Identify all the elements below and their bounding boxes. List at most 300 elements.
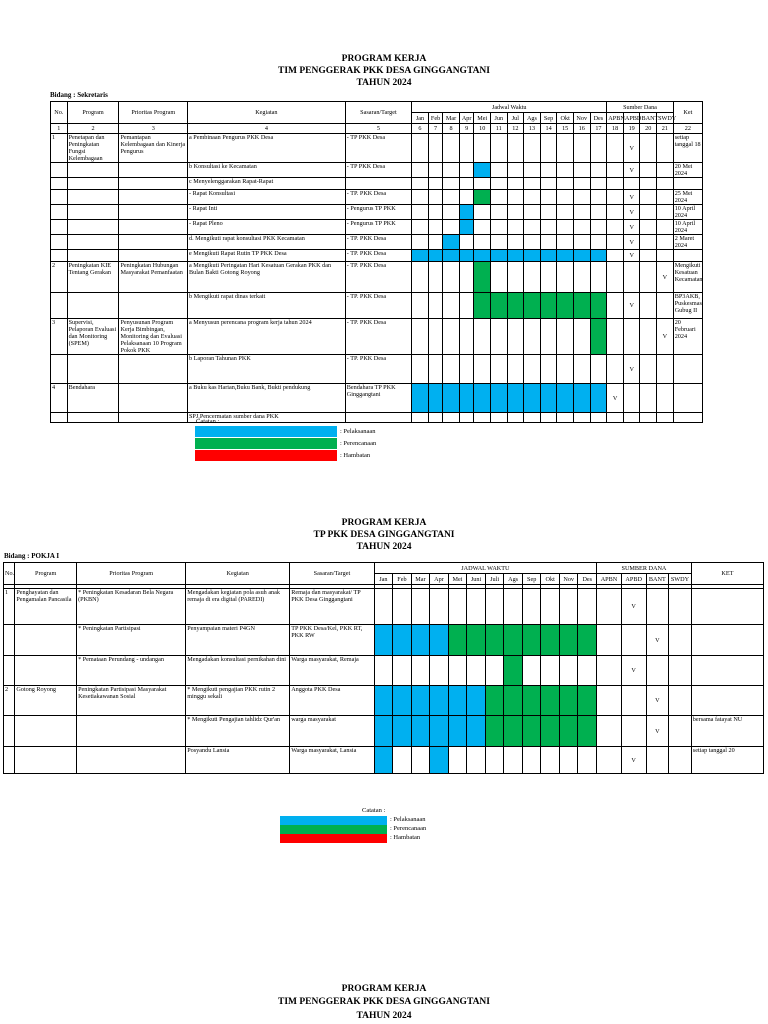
table-row — [51, 293, 703, 319]
schedule-cell — [557, 163, 574, 178]
fund-cell: V — [607, 384, 624, 413]
schedule-cell — [411, 589, 430, 625]
schedule-cell — [412, 262, 429, 293]
table-row — [4, 656, 764, 686]
schedule-cell — [459, 319, 474, 355]
row-program — [67, 205, 119, 220]
schedule-cell — [522, 656, 541, 686]
fund-cell — [657, 163, 674, 178]
fund-cell — [640, 319, 657, 355]
table-row — [4, 716, 764, 747]
schedule-cell — [590, 413, 607, 423]
fund-cell: V — [623, 190, 640, 205]
row-ket — [673, 384, 702, 413]
header-program: Program — [15, 563, 77, 585]
row-no: 1 — [4, 589, 15, 625]
fund-cell — [669, 625, 692, 656]
doc1-bidang: Bidang : Sekretaris — [50, 91, 108, 99]
schedule-cell-perencanaan — [522, 716, 541, 747]
schedule-cell-pelaksanaan — [411, 686, 430, 716]
schedule-cell — [443, 163, 460, 178]
table-row — [51, 250, 703, 262]
row-no — [4, 716, 15, 747]
schedule-cell — [411, 747, 430, 774]
row-sasaran: - TP. PKK Desa — [345, 355, 411, 384]
row-ket: 10 April 2024 — [673, 205, 702, 220]
schedule-cell — [557, 220, 574, 235]
schedule-cell — [411, 656, 430, 686]
fund-cell — [607, 293, 624, 319]
schedule-cell-pelaksanaan — [411, 716, 430, 747]
fund-cell — [657, 134, 674, 163]
header-month: Jul — [507, 113, 524, 124]
schedule-cell-pelaksanaan — [443, 250, 460, 262]
schedule-cell-perencanaan — [522, 686, 541, 716]
header-fund: APBN — [597, 574, 622, 585]
row-prioritas — [119, 178, 188, 190]
schedule-cell-perencanaan — [524, 293, 541, 319]
schedule-cell-pelaksanaan — [374, 747, 393, 774]
schedule-cell — [522, 589, 541, 625]
schedule-cell — [540, 220, 557, 235]
fund-cell: V — [646, 625, 669, 656]
schedule-cell — [557, 413, 574, 423]
row-sasaran: - Pengurus TP PKK — [345, 220, 411, 235]
row-no — [51, 220, 68, 235]
schedule-cell — [507, 178, 524, 190]
header-ket: Ket — [673, 102, 702, 124]
schedule-cell — [507, 355, 524, 384]
schedule-cell — [540, 190, 557, 205]
schedule-cell — [507, 319, 524, 355]
row-no — [51, 355, 68, 384]
row-ket — [673, 355, 702, 384]
schedule-cell-pelaksanaan — [448, 716, 467, 747]
header-sasaran: Sasaran/Target — [290, 563, 374, 585]
schedule-cell — [443, 190, 460, 205]
row-prioritas: * Peningkatan Partisipasi — [77, 625, 186, 656]
row-prioritas — [119, 220, 188, 235]
row-sasaran: - Pengurus TP PKK — [345, 205, 411, 220]
legend-hambatan-swatch — [195, 450, 337, 461]
schedule-cell — [490, 319, 507, 355]
schedule-cell-pelaksanaan — [474, 163, 491, 178]
row-no — [51, 293, 68, 319]
schedule-cell — [541, 747, 560, 774]
row-no — [51, 250, 68, 262]
schedule-cell — [540, 205, 557, 220]
doc1-table — [50, 101, 703, 423]
schedule-cell — [590, 190, 607, 205]
schedule-cell-pelaksanaan — [459, 384, 474, 413]
fund-cell — [640, 190, 657, 205]
schedule-cell — [443, 262, 460, 293]
schedule-cell-pelaksanaan — [443, 235, 460, 250]
schedule-cell — [524, 413, 541, 423]
fund-cell — [623, 384, 640, 413]
schedule-cell-pelaksanaan — [590, 250, 607, 262]
schedule-cell — [393, 589, 412, 625]
row-program: Penetapan dan Peningkatan Fungsi Kelembagaan — [67, 134, 119, 163]
fund-cell: V — [623, 250, 640, 262]
row-kegiatan: * Mengikuti pengajian PKK rutin 2 minggu sekali — [186, 686, 290, 716]
schedule-cell-pelaksanaan — [411, 625, 430, 656]
schedule-cell — [573, 413, 590, 423]
fund-cell — [646, 656, 669, 686]
column-number: 17 — [590, 124, 607, 134]
schedule-cell — [443, 293, 460, 319]
schedule-cell — [448, 747, 467, 774]
schedule-cell — [557, 262, 574, 293]
fund-cell — [657, 205, 674, 220]
header-month: Okt — [557, 113, 574, 124]
fund-cell — [657, 235, 674, 250]
row-program — [67, 235, 119, 250]
schedule-cell — [443, 220, 460, 235]
schedule-cell-pelaksanaan — [557, 384, 574, 413]
row-prioritas — [119, 205, 188, 220]
header-month: Sep — [522, 574, 541, 585]
schedule-cell — [428, 413, 443, 423]
schedule-cell-pelaksanaan — [467, 686, 486, 716]
schedule-cell-pelaksanaan — [459, 205, 474, 220]
schedule-cell — [573, 355, 590, 384]
header-month: Sep — [540, 113, 557, 124]
schedule-cell-pelaksanaan — [490, 384, 507, 413]
schedule-cell-pelaksanaan — [374, 686, 393, 716]
row-kegiatan: Posyandu Lansia — [186, 747, 290, 774]
row-prioritas — [77, 716, 186, 747]
schedule-cell-pelaksanaan — [430, 747, 449, 774]
schedule-cell — [590, 205, 607, 220]
schedule-cell-pelaksanaan — [540, 250, 557, 262]
header-month: Jan — [374, 574, 393, 585]
fund-cell — [597, 686, 622, 716]
schedule-cell — [490, 163, 507, 178]
row-sasaran: - TP PKK Desa — [345, 163, 411, 178]
schedule-cell — [459, 178, 474, 190]
fund-cell — [657, 355, 674, 384]
row-program: Bendahara — [67, 384, 119, 413]
fund-cell — [640, 384, 657, 413]
schedule-cell — [490, 235, 507, 250]
row-program — [67, 220, 119, 235]
header-no: No. — [4, 563, 15, 585]
schedule-cell-perencanaan — [540, 293, 557, 319]
schedule-cell — [459, 355, 474, 384]
schedule-cell — [540, 178, 557, 190]
schedule-cell — [467, 589, 486, 625]
fund-cell: V — [623, 220, 640, 235]
fund-cell — [623, 319, 640, 355]
schedule-cell — [459, 293, 474, 319]
row-kegiatan: b Konsultasi ke Kecamatan — [187, 163, 345, 178]
schedule-cell — [474, 319, 491, 355]
column-number: 21 — [657, 124, 674, 134]
row-program — [67, 355, 119, 384]
row-ket — [691, 686, 763, 716]
row-ket: 20 Februari 2024 — [673, 319, 702, 355]
schedule-cell-pelaksanaan — [573, 250, 590, 262]
schedule-cell — [590, 355, 607, 384]
schedule-cell — [467, 656, 486, 686]
row-no — [51, 205, 68, 220]
fund-cell — [640, 163, 657, 178]
schedule-cell-pelaksanaan — [448, 686, 467, 716]
column-number: 10 — [474, 124, 491, 134]
row-sasaran: Anggota PKK Desa — [290, 686, 374, 716]
schedule-cell — [578, 747, 597, 774]
header-fund: SWDY — [669, 574, 692, 585]
schedule-cell — [507, 413, 524, 423]
schedule-cell — [485, 747, 504, 774]
schedule-cell-pelaksanaan — [474, 250, 491, 262]
schedule-cell-perencanaan — [448, 625, 467, 656]
schedule-cell — [590, 134, 607, 163]
schedule-cell — [524, 178, 541, 190]
row-ket — [691, 589, 763, 625]
schedule-cell — [459, 262, 474, 293]
header-fund: APBN — [608, 114, 625, 122]
schedule-cell — [559, 656, 578, 686]
header-month: Jan — [412, 113, 429, 124]
fund-cell — [657, 250, 674, 262]
header-fund: BANT — [641, 114, 659, 122]
schedule-cell-pelaksanaan — [428, 384, 443, 413]
row-no — [51, 178, 68, 190]
row-kegiatan: a Menyusun perencana program kerja tahun 2024 — [187, 319, 345, 355]
schedule-cell-pelaksanaan — [557, 250, 574, 262]
schedule-cell-perencanaan — [559, 686, 578, 716]
row-prioritas — [119, 190, 188, 205]
header-month: Mei — [448, 574, 467, 585]
schedule-cell — [573, 205, 590, 220]
column-number: 14 — [540, 124, 557, 134]
legend-perencanaan-label: : Perencanaan — [340, 440, 377, 447]
header-month: Ags — [504, 574, 523, 585]
column-number: 12 — [507, 124, 524, 134]
doc2-title-2: TP PKK DESA GINGGANGTANI — [313, 530, 455, 540]
schedule-cell — [428, 163, 443, 178]
schedule-cell — [590, 262, 607, 293]
fund-cell — [607, 220, 624, 235]
schedule-cell-perencanaan — [557, 293, 574, 319]
schedule-cell — [443, 319, 460, 355]
schedule-cell-perencanaan — [485, 625, 504, 656]
row-program: Penghayatan dan Pengamalan Pancasila — [15, 589, 77, 625]
row-no — [51, 163, 68, 178]
row-no: 2 — [51, 262, 68, 293]
fund-cell: V — [623, 205, 640, 220]
fund-cell — [607, 355, 624, 384]
row-prioritas — [119, 384, 188, 413]
schedule-cell-perencanaan — [490, 293, 507, 319]
column-number: 1 — [51, 124, 68, 134]
header-month: Apr — [430, 574, 449, 585]
schedule-cell-perencanaan — [578, 716, 597, 747]
row-sasaran — [345, 178, 411, 190]
fund-cell — [621, 625, 646, 656]
fund-cell: V — [623, 293, 640, 319]
schedule-cell — [557, 134, 574, 163]
header-month: Mar — [411, 574, 430, 585]
doc2-bidang: Bidang : POKJA I — [4, 552, 60, 560]
header-fund: APBD — [624, 114, 642, 122]
row-sasaran: - TP. PKK Desa — [345, 319, 411, 355]
schedule-cell — [590, 163, 607, 178]
schedule-cell-pelaksanaan — [412, 250, 429, 262]
row-prioritas — [119, 250, 188, 262]
schedule-cell-pelaksanaan — [393, 716, 412, 747]
schedule-cell — [573, 178, 590, 190]
fund-cell — [657, 220, 674, 235]
schedule-cell — [443, 134, 460, 163]
table-row — [51, 178, 703, 190]
schedule-cell — [524, 262, 541, 293]
header-month: Feb — [393, 574, 412, 585]
schedule-cell — [490, 134, 507, 163]
schedule-cell — [540, 163, 557, 178]
schedule-cell — [524, 355, 541, 384]
schedule-cell — [412, 134, 429, 163]
fund-cell: V — [646, 686, 669, 716]
row-program — [67, 250, 119, 262]
fund-cell — [657, 413, 674, 423]
schedule-cell — [559, 589, 578, 625]
schedule-cell — [412, 163, 429, 178]
doc1-title-3: TAHUN 2024 — [356, 78, 412, 88]
doc2-table — [3, 562, 764, 774]
schedule-cell-perencanaan — [504, 686, 523, 716]
row-kegiatan: Mengadakan kegiatan pola asuh anak remaja di era digital (PAREDI) — [186, 589, 290, 625]
doc1-title-1: PROGRAM KERJA — [341, 54, 427, 64]
schedule-cell — [557, 190, 574, 205]
schedule-cell — [504, 589, 523, 625]
fund-cell: V — [623, 163, 640, 178]
row-prioritas — [119, 235, 188, 250]
row-ket — [691, 625, 763, 656]
row-ket — [673, 250, 702, 262]
row-no: 1 — [51, 134, 68, 163]
legend-pelaksanaan-label: : Pelaksanaan — [340, 428, 376, 435]
schedule-cell — [524, 220, 541, 235]
schedule-cell — [573, 220, 590, 235]
row-kegiatan: a Pembinaan Pengurus PKK Desa — [187, 134, 345, 163]
row-prioritas — [77, 747, 186, 774]
schedule-cell — [428, 355, 443, 384]
schedule-cell-perencanaan — [541, 686, 560, 716]
header-month: Des — [590, 113, 607, 124]
legend2-hambatan-label: : Hambatan — [390, 834, 421, 841]
schedule-cell — [557, 205, 574, 220]
fund-cell — [657, 190, 674, 205]
schedule-cell — [557, 178, 574, 190]
table-row — [51, 134, 703, 163]
schedule-cell-perencanaan — [590, 293, 607, 319]
fund-cell — [607, 178, 624, 190]
row-kegiatan: SPJ,Pencermatan sumber dana PKK — [187, 413, 345, 423]
schedule-cell — [412, 319, 429, 355]
row-program — [15, 656, 77, 686]
fund-cell — [607, 262, 624, 293]
fund-cell: V — [621, 589, 646, 625]
schedule-cell-perencanaan — [578, 686, 597, 716]
schedule-cell — [443, 178, 460, 190]
fund-cell — [597, 625, 622, 656]
header-fund: BANT — [646, 574, 669, 585]
column-number: 2 — [67, 124, 119, 134]
header-sumber-dana: Sumber Dana — [607, 102, 673, 113]
fund-cell — [669, 589, 692, 625]
schedule-cell — [474, 178, 491, 190]
fund-cell — [597, 716, 622, 747]
schedule-cell — [507, 220, 524, 235]
schedule-cell — [459, 413, 474, 423]
legend-perencanaan-swatch — [195, 438, 337, 449]
fund-cell — [669, 686, 692, 716]
schedule-cell-perencanaan — [541, 716, 560, 747]
row-sasaran: - TP. PKK Desa — [345, 293, 411, 319]
fund-cell — [623, 413, 640, 423]
schedule-cell — [448, 656, 467, 686]
fund-cell — [669, 716, 692, 747]
column-number: 15 — [557, 124, 574, 134]
schedule-cell — [428, 220, 443, 235]
fund-cell — [640, 293, 657, 319]
fund-cell — [607, 413, 624, 423]
row-sasaran: Remaja dan masyarakat/ TP PKK Desa Ginggangtani — [290, 589, 374, 625]
schedule-cell — [448, 589, 467, 625]
schedule-cell — [459, 134, 474, 163]
row-kegiatan: c Menyelenggarakan Rapat-Rapat — [187, 178, 345, 190]
header-month: Juli — [485, 574, 504, 585]
row-sasaran: warga masyarakat — [290, 716, 374, 747]
schedule-cell — [412, 220, 429, 235]
doc3-title-2: TIM PENGGERAK PKK DESA GINGGANGTANI — [277, 997, 490, 1007]
legend2-perencanaan-swatch — [280, 825, 387, 834]
fund-cell — [640, 220, 657, 235]
row-ket: Mengikuti Kesatuan Kecamatan — [673, 262, 702, 293]
schedule-cell — [524, 319, 541, 355]
schedule-cell — [428, 190, 443, 205]
schedule-cell-perencanaan — [485, 686, 504, 716]
fund-cell — [640, 134, 657, 163]
schedule-cell — [443, 205, 460, 220]
schedule-cell-perencanaan — [578, 625, 597, 656]
schedule-cell — [474, 205, 491, 220]
fund-cell — [607, 319, 624, 355]
schedule-cell — [507, 163, 524, 178]
row-kegiatan: - Rapat Inti — [187, 205, 345, 220]
schedule-cell — [540, 235, 557, 250]
row-prioritas: Peningkatan Partisipasi Masyarakat Kesetiakawanan Sosial — [77, 686, 186, 716]
fund-cell — [640, 235, 657, 250]
fund-cell: V — [646, 716, 669, 747]
row-program — [67, 190, 119, 205]
fund-cell — [597, 656, 622, 686]
schedule-cell — [393, 656, 412, 686]
row-sasaran: - TP PKK Desa — [345, 134, 411, 163]
row-program — [67, 293, 119, 319]
fund-cell: V — [621, 747, 646, 774]
table-row — [51, 220, 703, 235]
fund-cell — [597, 747, 622, 774]
schedule-cell — [540, 134, 557, 163]
fund-cell — [640, 250, 657, 262]
row-no: 4 — [51, 384, 68, 413]
schedule-cell — [430, 656, 449, 686]
row-no — [4, 625, 15, 656]
